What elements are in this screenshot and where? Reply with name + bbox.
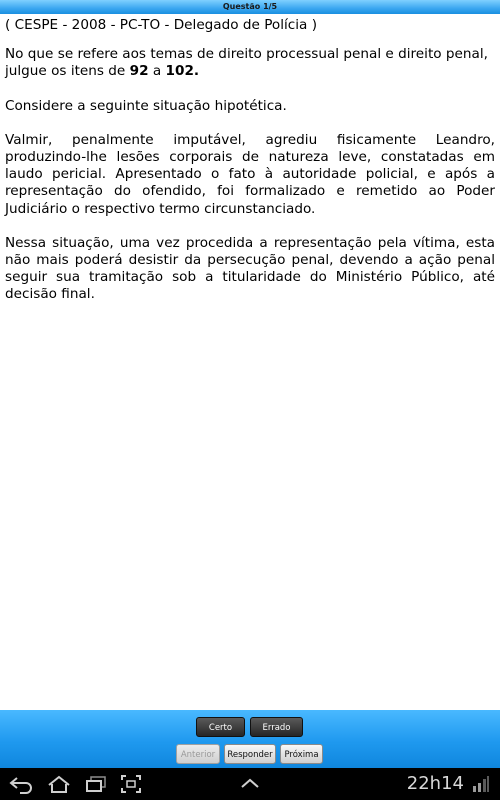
question-counter: Questão 1/5 <box>222 2 278 11</box>
previous-button[interactable]: Anterior <box>176 744 220 764</box>
errado-button[interactable]: Errado <box>250 717 303 737</box>
back-icon[interactable] <box>8 774 34 794</box>
question-consider: Considere a seguinte situação hipotética. <box>5 97 287 114</box>
question-situation: Valmir, penalmente imputável, agrediu fisicamente Leandro, produzindo-lhe lesões corporais de natureza leve, constatadas em laudo pericial. Apresentado o fato à autoridade policial, e após a representação do ofendido, foi formalizado e remetido ao Poder Judiciário o respectivo termo circunstanciado. <box>5 131 495 217</box>
question-source: ( CESPE - 2008 - PC-TO - Delegado de Polícia ) <box>5 17 318 33</box>
signal-icon <box>472 774 490 794</box>
screenshot-icon[interactable] <box>120 774 142 794</box>
intro-number-end: 102. <box>165 63 200 80</box>
question-statement: Nessa situação, uma vez procedida a representação pela vítima, esta não mais poderá desistir da persecução penal, devendo a ação penal seguir sua tramitação sob a titularidade do Ministério Público, até decisão final. <box>5 234 495 303</box>
certo-button[interactable]: Certo <box>196 717 245 737</box>
next-button[interactable]: Próxima <box>280 744 323 764</box>
home-icon[interactable] <box>46 774 72 794</box>
clock: 22h14 <box>406 773 464 794</box>
intro-number-start: 92 <box>129 63 149 80</box>
recent-apps-icon[interactable] <box>84 774 108 794</box>
system-nav-bar <box>0 768 500 800</box>
chevron-up-icon[interactable] <box>238 774 262 794</box>
answer-panel <box>0 710 500 768</box>
title-bar <box>0 0 500 14</box>
question-content <box>5 17 495 304</box>
question-intro <box>5 46 495 80</box>
intro-text: No que se refere aos temas de direito processual penal e direito penal, julgue os itens de <box>5 46 488 80</box>
intro-mid: a <box>148 63 166 80</box>
answer-button[interactable]: Responder <box>224 744 276 764</box>
